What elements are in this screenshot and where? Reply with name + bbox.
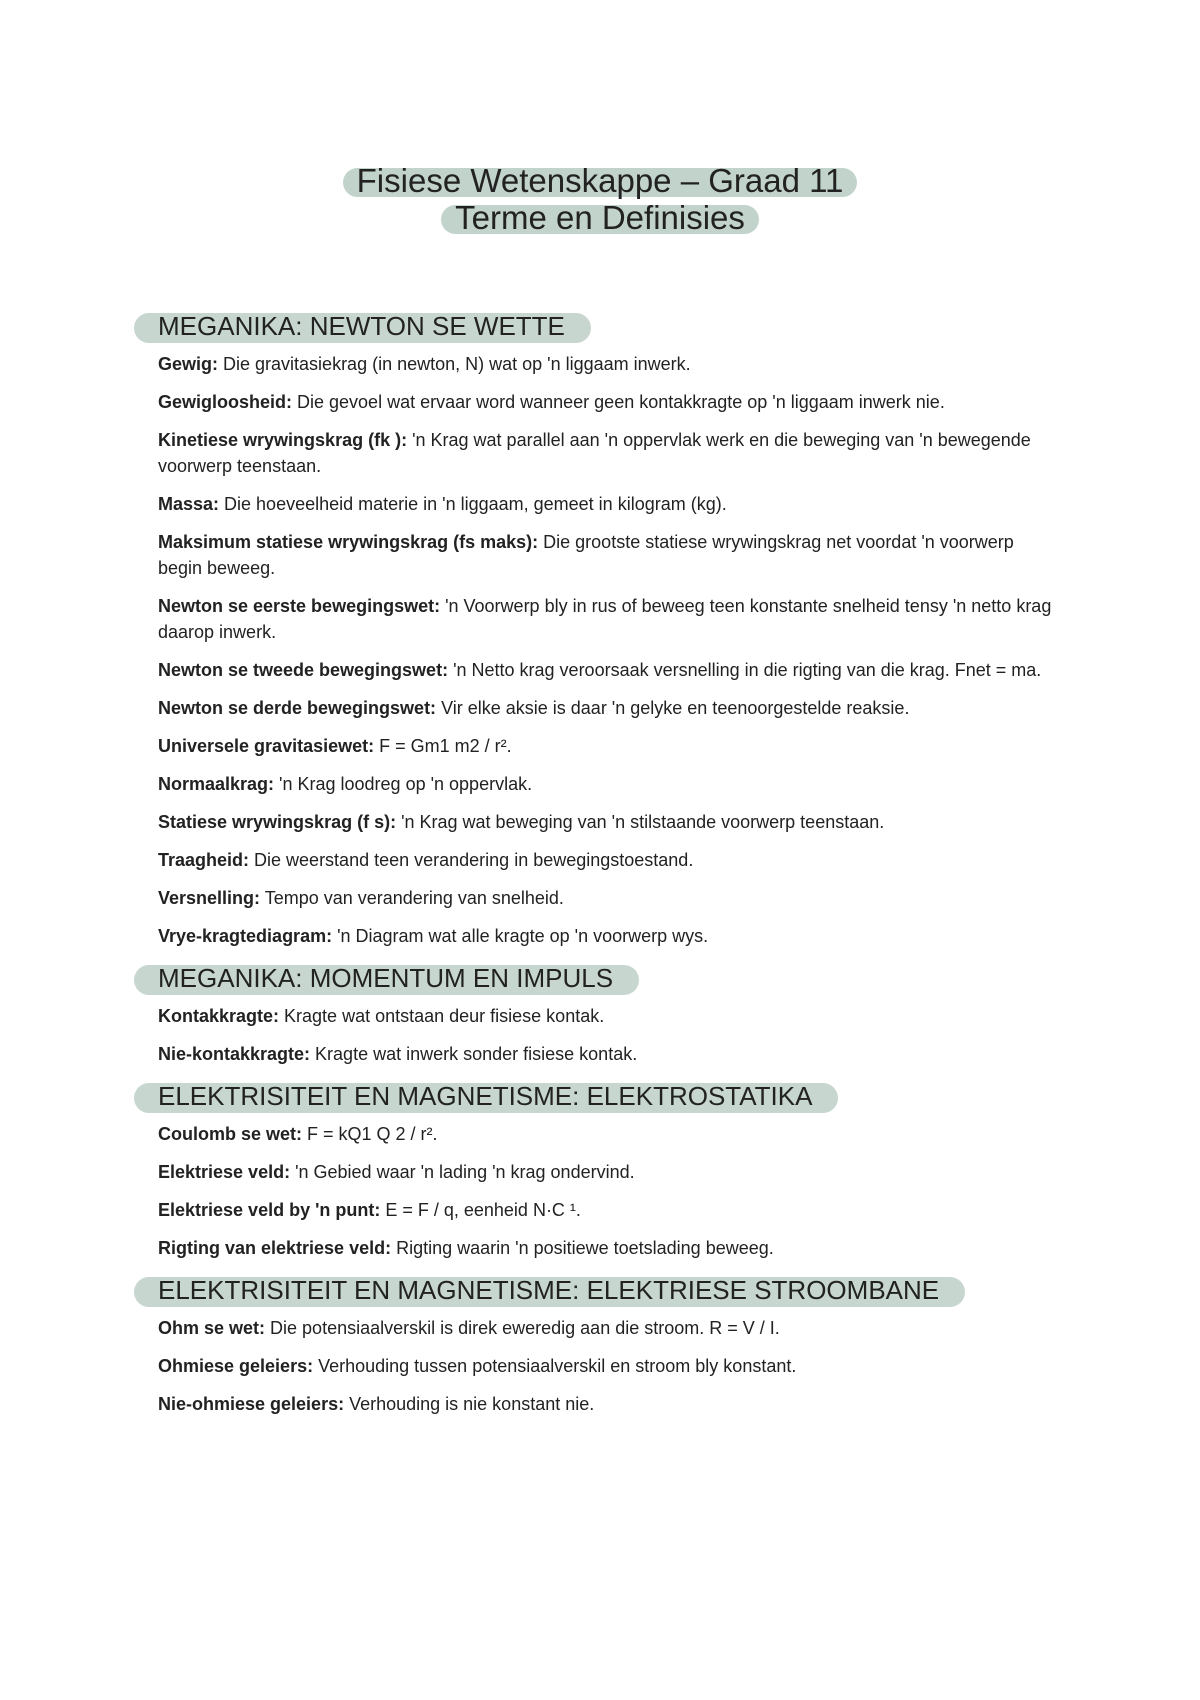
definition-item: Coulomb se wet: F = kQ1 Q 2 / r². xyxy=(158,1124,438,1144)
definition-item: Newton se eerste bewegingswet: 'n Voorwerp bly in rus of beweeg teen konstante snelheid tensy 'n netto krag daarop inwerk. xyxy=(158,596,1052,642)
title-line-1: Fisiese Wetenskappe – Graad 11 xyxy=(343,162,858,199)
definition-item: Rigting van elektriese veld: Rigting waarin 'n positiewe toetslading beweeg. xyxy=(158,1238,774,1258)
definition-item: Kinetiese wrywingskrag (fk ): 'n Krag wat parallel aan 'n oppervlak werk en die beweging van 'n bewegende voorwerp teenstaan. xyxy=(158,430,1031,476)
definition-item: Statiese wrywingskrag (f s): 'n Krag wat beweging van 'n stilstaande voorwerp teenstaan. xyxy=(158,812,885,832)
definition-item: Nie-ohmiese geleiers: Verhouding is nie konstant nie. xyxy=(158,1394,595,1414)
definition-item: Newton se tweede bewegingswet: 'n Netto krag veroorsaak versnelling in die rigting van die krag. Fnet = ma. xyxy=(158,660,1042,680)
section-momentum xyxy=(158,961,1058,1067)
title-line-2: Terme en Definisies xyxy=(441,199,759,236)
definition-item: Kontakkragte: Kragte wat ontstaan deur fisiese kontak. xyxy=(158,1006,605,1026)
section-heading: MEGANIKA: MOMENTUM EN IMPULS xyxy=(158,961,613,995)
section-newton xyxy=(158,309,1058,949)
definition-item: Universele gravitasiewet: F = Gm1 m2 / r². xyxy=(158,736,512,756)
definition-item: Ohm se wet: Die potensiaalverskil is direk eweredig aan die stroom. R = V / I. xyxy=(158,1318,780,1338)
definition-item: Gewig: Die gravitasiekrag (in newton, N) wat op 'n liggaam inwerk. xyxy=(158,354,691,374)
definition-item: Massa: Die hoeveelheid materie in 'n liggaam, gemeet in kilogram (kg). xyxy=(158,494,727,514)
definition-item: Normaalkrag: 'n Krag loodreg op 'n oppervlak. xyxy=(158,774,533,794)
section-heading: ELEKTRISITEIT EN MAGNETISME: ELEKTROSTATIKA xyxy=(158,1079,812,1113)
definition-item: Nie-kontakkragte: Kragte wat inwerk sonder fisiese kontak. xyxy=(158,1044,638,1064)
definition-item: Vrye-kragtediagram: 'n Diagram wat alle kragte op 'n voorwerp wys. xyxy=(158,926,709,946)
page-title xyxy=(0,162,1200,236)
definition-item: Gewigloosheid: Die gevoel wat ervaar word wanneer geen kontakkragte op 'n liggaam inwerk nie. xyxy=(158,392,945,412)
definition-item: Versnelling: Tempo van verandering van snelheid. xyxy=(158,888,564,908)
definition-item: Elektriese veld by 'n punt: E = F / q, eenheid N·C ¹. xyxy=(158,1200,581,1220)
definition-item: Ohmiese geleiers: Verhouding tussen potensiaalverskil en stroom bly konstant. xyxy=(158,1356,797,1376)
definition-item: Traagheid: Die weerstand teen verandering in bewegingstoestand. xyxy=(158,850,694,870)
document-body xyxy=(158,309,1058,1429)
section-circuits xyxy=(158,1273,1058,1417)
section-heading: ELEKTRISITEIT EN MAGNETISME: ELEKTRIESE STROOMBANE xyxy=(158,1273,939,1307)
section-electrostatics xyxy=(158,1079,1058,1261)
section-heading: MEGANIKA: NEWTON SE WETTE xyxy=(158,309,565,343)
definition-item: Newton se derde bewegingswet: Vir elke aksie is daar 'n gelyke en teenoorgestelde reaksie. xyxy=(158,698,910,718)
definition-item: Elektriese veld: 'n Gebied waar 'n lading 'n krag ondervind. xyxy=(158,1162,635,1182)
definition-item: Maksimum statiese wrywingskrag (fs maks): Die grootste statiese wrywingskrag net voordat 'n voorwerp begin beweeg. xyxy=(158,532,1014,578)
